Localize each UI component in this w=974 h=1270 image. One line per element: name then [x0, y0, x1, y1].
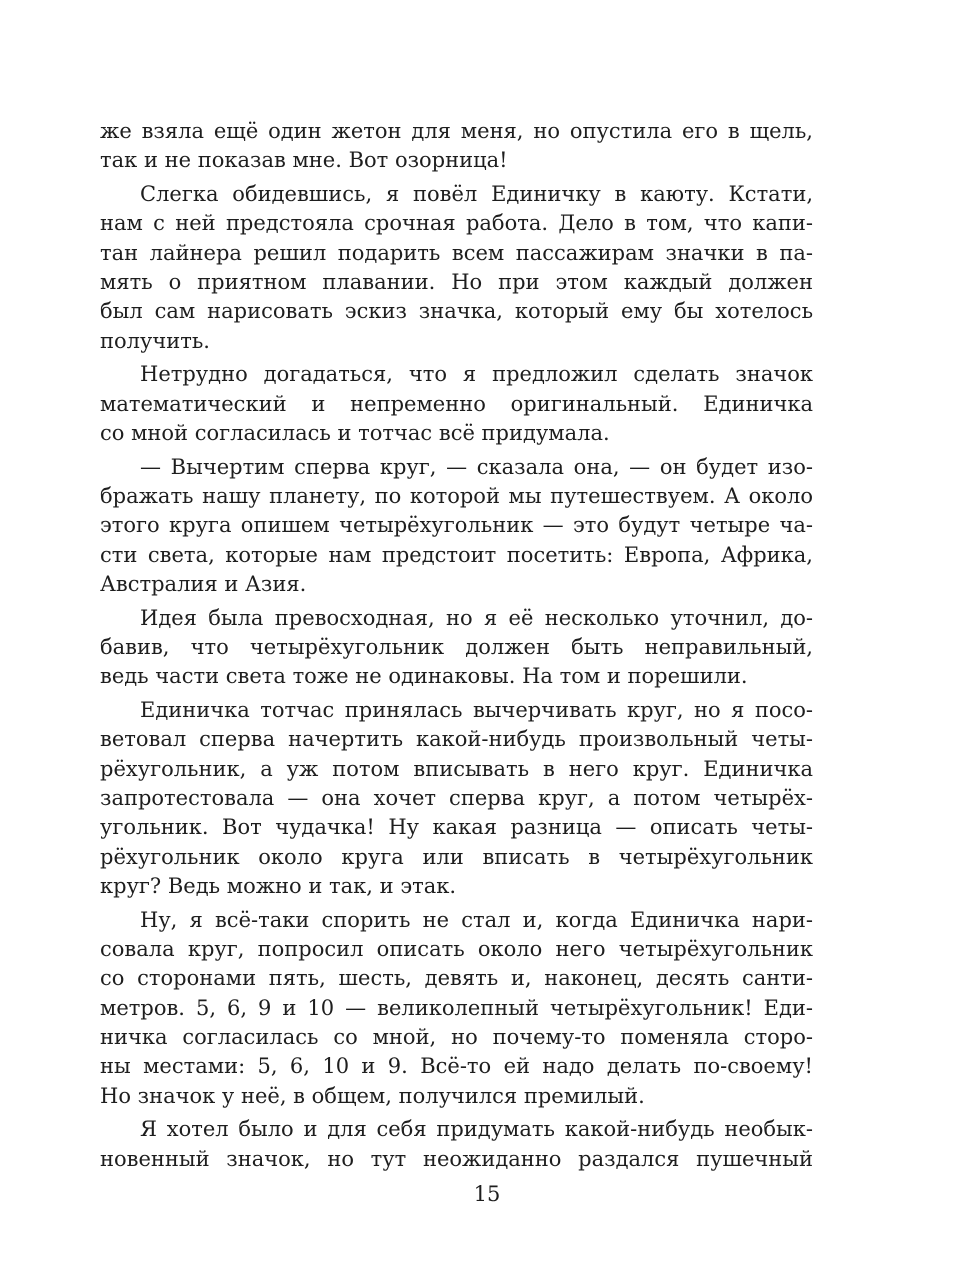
- text-line: Единичка тотчас принялась вычерчивать круг, но я посо-: [140, 698, 813, 723]
- body-text: [100, 117, 813, 1174]
- text-line: ветовал сперва начертить какой-нибудь произвольный четы-: [100, 727, 813, 752]
- text-line: ничка согласилась со мной, но почему-то поменяла сторо-: [100, 1024, 813, 1049]
- text-line: рёхугольник, а уж потом вписывать в него круг. Единичка: [100, 756, 813, 781]
- text-line: математический и непременно оригинальный. Единичка: [100, 391, 813, 416]
- text-line: новенный значок, но тут неожиданно раздался пушечный: [100, 1146, 813, 1171]
- text-line: мять о приятном плавании. Но при этом каждый должен: [100, 269, 813, 294]
- text-line: сти света, которые нам предстоит посетить: Европа, Африка,: [100, 542, 813, 567]
- text-line: бавив, что четырёхугольник должен быть неправильный,: [100, 635, 813, 660]
- text-line: Идея была превосходная, но я её несколько уточнил, до-: [140, 605, 813, 630]
- text-line: совала круг, попросил описать около него четырёхугольник: [100, 937, 813, 962]
- paragraph: [100, 180, 813, 356]
- text-line: же взяла ещё один жетон для меня, но опустила его в щель,: [100, 119, 813, 143]
- text-line: метров. 5, 6, 9 и 10 — великолепный четырёхугольник! Еди-: [100, 995, 813, 1020]
- text-line: ведь части света тоже не одинаковы. На том и порешили.: [100, 664, 748, 689]
- text-line: угольник. Вот чудачка! Ну какая разница — описать четы-: [100, 815, 813, 840]
- text-line: Но значок у неё, в общем, получился премилый.: [100, 1083, 645, 1108]
- text-line: нам с ней предстояла срочная работа. Дело в том, что капи-: [100, 211, 813, 236]
- paragraph: [100, 117, 813, 176]
- text-line: бражать нашу планету, по которой мы путешествуем. А около: [100, 484, 813, 509]
- paragraph: [100, 1115, 813, 1174]
- text-line: рёхугольник около круга или вписать в четырёхугольник: [100, 844, 813, 869]
- text-line: Ну, я всё-таки спорить не стал и, когда Единичка нари-: [140, 907, 813, 932]
- text-line: Я хотел было и для себя придумать какой-нибудь необык-: [140, 1117, 813, 1142]
- paragraph: [100, 360, 813, 448]
- text-line: тан лайнера решил подарить всем пассажирам значки в па-: [100, 240, 813, 265]
- text-line: круг? Ведь можно и так, и этак.: [100, 873, 457, 898]
- paragraph: [100, 696, 813, 901]
- text-line: этого круга опишем четырёхугольник — это будут четыре ча-: [100, 513, 813, 538]
- page-number: 15: [473, 1182, 501, 1206]
- text-line: Нетрудно догадаться, что я предложил сделать значок: [140, 362, 813, 387]
- text-line: Слегка обидевшись, я повёл Единичку в каюту. Кстати,: [140, 182, 813, 207]
- text-line: со мной согласилась и тотчас всё придумала.: [100, 420, 610, 445]
- text-line: ны местами: 5, 6, 10 и 9. Всё-то ей надо делать по-своему!: [100, 1054, 813, 1079]
- text-line: получить.: [100, 328, 210, 353]
- text-line: так и не показав мне. Вот озорница!: [100, 148, 508, 173]
- text-line: был сам нарисовать эскиз значка, который ему бы хотелось: [100, 299, 813, 324]
- text-line: запротестовала — она хочет сперва круг, а потом четырёх-: [100, 786, 813, 811]
- text-line: — Вычертим сперва круг, — сказала она, — он будет изо-: [140, 454, 813, 479]
- text-line: со сторонами пять, шесть, девять и, наконец, десять санти-: [100, 966, 813, 991]
- text-line: Австралия и Азия.: [100, 571, 307, 596]
- paragraph: [100, 604, 813, 692]
- paragraph: [100, 453, 813, 599]
- paragraph: [100, 906, 813, 1111]
